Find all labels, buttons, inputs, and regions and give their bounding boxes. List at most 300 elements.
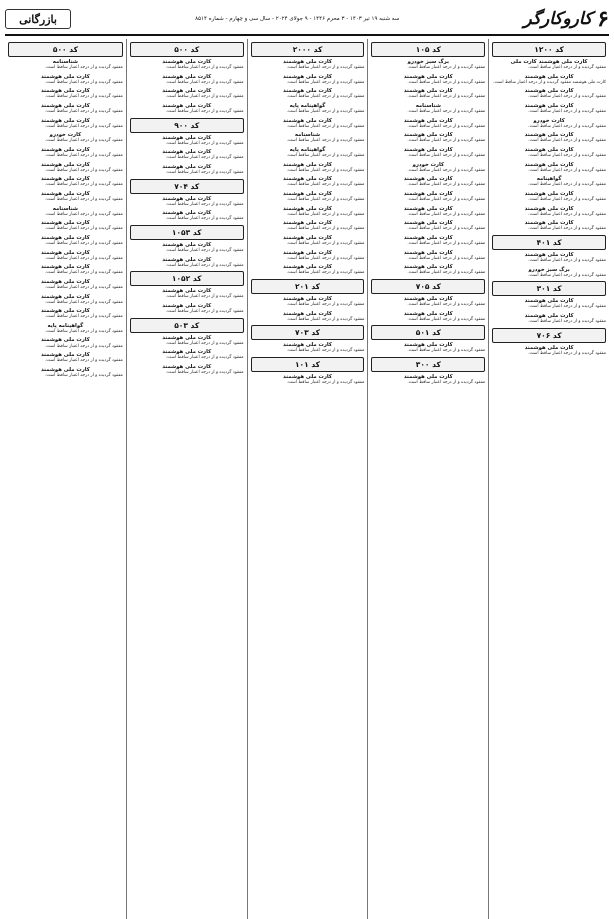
classified-ad <box>251 296 365 308</box>
ad-title: کارت ملی هوشمند <box>162 102 212 109</box>
classified-ad <box>8 308 123 320</box>
ad-body: مفقود گردیده و از درجه اعتبار ساقط است. <box>528 138 606 144</box>
classified-ad <box>8 235 123 247</box>
ad-body: مفقود گردیده و از درجه اعتبار ساقط است. <box>286 79 365 85</box>
ad-title: کارت ملی هوشمند <box>403 146 453 153</box>
ad-body: مفقود گردیده و از درجه اعتبار ساقط است. <box>286 379 365 385</box>
classified-ad <box>492 298 606 310</box>
ad-body: مفقود گردیده و از درجه اعتبار ساقط است. <box>44 314 123 320</box>
ad-title: گواهینامه پایه <box>289 146 326 153</box>
ad-body: مفقود گردیده و از درجه اعتبار ساقط است. <box>407 94 486 100</box>
classified-ad <box>8 294 123 306</box>
ad-body: مفقود گردیده و از درجه اعتبار ساقط است. <box>407 65 486 71</box>
ad-title: کارت خودرو <box>412 161 445 168</box>
ad-body: مفقود گردیده و از درجه اعتبار ساقط است. <box>165 308 244 314</box>
ad-title: کارت ملی هوشمند <box>283 220 332 227</box>
ad-body: مفقود گردیده و از درجه اعتبار ساقط است. <box>44 343 123 349</box>
classified-ad <box>130 303 244 315</box>
ad-title: کارت ملی هوشمند <box>283 117 332 124</box>
ad-body: مفقود گردیده و از درجه اعتبار ساقط است. <box>44 270 123 276</box>
classified-ad <box>130 103 244 115</box>
ad-body: مفقود گردیده و از درجه اعتبار ساقط است. <box>528 257 606 263</box>
ad-body: مفقود گردیده و از درجه اعتبار ساقط است. <box>528 167 606 173</box>
classified-ad <box>8 147 123 159</box>
code-header: کد ۱۲۰۰ <box>492 42 606 57</box>
classified-ad <box>492 313 606 325</box>
ad-title: کارت ملی هوشمند <box>162 134 212 141</box>
classified-ad <box>8 103 123 115</box>
classified-ad <box>130 164 244 176</box>
ad-title: کارت ملی هوشمند <box>524 88 574 95</box>
ad-body: مفقود گردیده و از درجه اعتبار ساقط است. <box>44 328 123 334</box>
ad-body: مفقود گردیده و از درجه اعتبار ساقط است. <box>44 123 123 129</box>
ad-title: کارت ملی هوشمند <box>40 117 90 124</box>
code-header: کد ۴۰۱ <box>492 235 606 250</box>
ad-title: گواهینامه پایه <box>289 102 326 109</box>
classified-ad <box>130 335 244 347</box>
ad-title: کارت ملی هوشمند <box>524 220 574 227</box>
ad-title: کارت ملی هوشمند <box>403 88 453 95</box>
newspaper-logo: بازرگانی <box>5 9 71 29</box>
ad-body: مفقود گردیده و از درجه اعتبار ساقط است. <box>286 167 365 173</box>
classified-ad <box>371 132 485 144</box>
ad-body: مفقود گردیده و از درجه اعتبار ساقط است. <box>407 379 486 385</box>
classified-ad <box>371 147 485 159</box>
ad-body: مفقود گردیده و از درجه اعتبار ساقط است. <box>165 262 244 268</box>
classified-ad <box>8 337 123 349</box>
ad-body: مفقود گردیده و از درجه اعتبار ساقط است. <box>165 369 244 375</box>
classified-ad <box>8 279 123 291</box>
classified-ad <box>251 250 365 262</box>
classified-ad <box>130 210 244 222</box>
ad-title: کارت ملی هوشمند <box>403 264 453 271</box>
classified-ad <box>492 88 606 100</box>
classified-ad <box>251 374 365 386</box>
ad-title: کارت ملی هوشمند <box>162 59 212 65</box>
ad-body: مفقود گردیده و از درجه اعتبار ساقط است. <box>407 348 486 354</box>
ad-body: مفقود گردیده و از درجه اعتبار ساقط است. <box>286 240 365 246</box>
ad-body: مفقود گردیده و از درجه اعتبار ساقط است. <box>528 304 606 310</box>
ad-body: مفقود گردیده و از درجه اعتبار ساقط است. <box>44 153 123 159</box>
ad-body: مفقود گردیده و از درجه اعتبار ساقط است. <box>407 240 486 246</box>
ad-title: کارت ملی هوشمند <box>403 234 453 241</box>
ad-body: مفقود گردیده و از درجه اعتبار ساقط است. <box>286 255 365 261</box>
classified-column <box>5 39 126 919</box>
classified-ad <box>8 118 123 130</box>
classified-ad <box>492 132 606 144</box>
ad-title: کارت ملی هوشمند <box>403 220 453 227</box>
classified-ad <box>371 59 485 71</box>
ad-title: کارت ملی هوشمند <box>403 117 453 124</box>
ad-title: کارت ملی هوشمند <box>403 190 453 197</box>
ad-title: کارت ملی هوشمند <box>403 205 453 212</box>
ad-title: کارت ملی هوشمند <box>524 344 574 351</box>
ad-body: مفقود گردیده و از درجه اعتبار ساقط است. <box>407 167 486 173</box>
classified-ad <box>251 103 365 115</box>
ad-body: مفقود گردیده و از درجه اعتبار ساقط است. <box>286 109 365 115</box>
classified-ad <box>492 147 606 159</box>
code-header: کد ۱۰۵۲ <box>130 271 244 286</box>
classified-ad <box>371 191 485 203</box>
ad-body: مفقود گردیده و از درجه اعتبار ساقط است. <box>407 211 486 217</box>
ad-body: مفقود گردیده و از درجه اعتبار ساقط است. <box>528 211 606 217</box>
section-title: کاروکارگر <box>523 9 593 29</box>
ad-body: مفقود گردیده و از درجه اعتبار ساقط است. <box>407 109 486 115</box>
ad-title: کارت ملی هوشمند <box>283 249 332 256</box>
ad-title: کارت ملی هوشمند <box>524 102 574 109</box>
classified-ad <box>371 264 485 276</box>
ad-title: کارت ملی هوشمند <box>524 132 574 139</box>
ad-body: مفقود گردیده و از درجه اعتبار ساقط است. <box>286 182 365 188</box>
classified-ad <box>371 374 485 386</box>
classified-ad <box>371 311 485 323</box>
issue-line: سه شنبه ۱۹ تیر ۱۴۰۳ - ۳ محرم ۱۴۴۶ - ۹ جولای ۲۰۲۴ - سال سی و چهارم - شماره ۸۵۱۴ <box>195 16 400 22</box>
code-header: کد ۵۰۰ <box>8 42 123 57</box>
ad-title: کارت ملی هوشمند <box>524 298 574 305</box>
ad-title: کارت ملی هوشمند <box>283 310 332 317</box>
ad-body: مفقود گردیده و از درجه اعتبار ساقط است. <box>286 211 365 217</box>
ad-title: کارت ملی هوشمند <box>524 161 574 168</box>
ad-title: کارت ملی هوشمند <box>283 295 332 302</box>
ad-body: مفقود گردیده و از درجه اعتبار ساقط است. <box>44 167 123 173</box>
ad-title: کارت ملی هوشمند <box>40 220 90 227</box>
ad-body: مفقود گردیده و از درجه اعتبار ساقط است. <box>286 301 365 307</box>
page-header <box>5 4 609 36</box>
classified-columns <box>5 39 609 919</box>
classified-ad <box>371 118 485 130</box>
ad-title: کارت ملی هوشمند <box>283 373 332 380</box>
ad-body: مفقود گردیده و از درجه اعتبار ساقط است. <box>407 196 486 202</box>
code-header: کد ۲۰۱ <box>251 279 365 294</box>
ad-title: کارت ملی هوشمند <box>40 88 90 95</box>
ad-title: کارت ملی هوشمند <box>40 264 90 271</box>
ad-body: مفقود گردیده و از درجه اعتبار ساقط است. <box>44 79 123 85</box>
ad-body: مفقود گردیده و از درجه اعتبار ساقط است. <box>407 255 486 261</box>
classified-ad <box>492 206 606 218</box>
classified-ad <box>251 311 365 323</box>
classified-ad <box>130 196 244 208</box>
ad-body: مفقود گردیده و از درجه اعتبار ساقط است. <box>407 316 486 322</box>
ad-title: کارت ملی هوشمند <box>40 308 90 315</box>
ad-body: مفقود گردیده و از درجه اعتبار ساقط است. <box>528 94 606 100</box>
classified-ad <box>130 149 244 161</box>
ad-body: مفقود گردیده و از درجه اعتبار ساقط است. <box>286 348 365 354</box>
classified-ad <box>8 162 123 174</box>
ad-title: کارت ملی هوشمند <box>162 302 212 309</box>
classified-ad <box>492 220 606 232</box>
ad-body: مفقود گردیده و از درجه اعتبار ساقط است. <box>407 123 486 129</box>
ad-body: مفقود گردیده و از درجه اعتبار ساقط است. <box>407 153 486 159</box>
ad-title: کارت ملی هوشمند <box>40 278 90 285</box>
classified-ad <box>251 162 365 174</box>
ad-title: کارت ملی هوشمند کارت ملی <box>510 59 588 65</box>
ad-title: کارت ملی هوشمند <box>524 251 574 258</box>
code-header: کد ۱۰۱ <box>251 357 365 372</box>
classified-ad <box>130 349 244 361</box>
code-header: کد ۱۰۵۳ <box>130 225 244 240</box>
classified-ad <box>251 59 365 71</box>
classified-ad <box>8 176 123 188</box>
ad-title: کارت ملی هوشمند <box>162 363 212 370</box>
ad-body: مفقود گردیده و از درجه اعتبار ساقط است. <box>528 153 606 159</box>
ad-body: مفقود گردیده و از درجه اعتبار ساقط است. <box>165 109 244 115</box>
ad-title: کارت ملی هوشمند <box>162 210 212 217</box>
ad-body: مفقود گردیده و از درجه اعتبار ساقط است. <box>44 138 123 144</box>
ad-body: مفقود گردیده و از درجه اعتبار ساقط است. <box>44 211 123 217</box>
classified-ad <box>371 206 485 218</box>
ad-body: مفقود گردیده و از درجه اعتبار ساقط است. <box>528 272 606 278</box>
ad-body: مفقود گردیده و از درجه اعتبار ساقط است. <box>165 247 244 253</box>
ad-title: کارت ملی هوشمند <box>403 373 453 380</box>
classified-ad <box>251 118 365 130</box>
classified-ad <box>492 191 606 203</box>
ad-title: کارت ملی هوشمند <box>40 337 90 344</box>
ad-body: مفقود گردیده و از درجه اعتبار ساقط است. <box>165 94 244 100</box>
classified-ad <box>371 88 485 100</box>
classified-ad <box>251 220 365 232</box>
ad-title: کارت ملی هوشمند <box>403 310 453 317</box>
classified-ad <box>492 118 606 130</box>
ad-body: مفقود گردیده و از درجه اعتبار ساقط است. <box>286 94 365 100</box>
ad-body: مفقود گردیده و از درجه اعتبار ساقط است. <box>528 182 606 188</box>
code-header: کد ۳۰۰ <box>371 357 485 372</box>
classified-ad <box>8 74 123 86</box>
classified-ad <box>492 252 606 264</box>
ad-title: کارت ملی هوشمند <box>40 102 90 109</box>
classified-ad <box>130 364 244 376</box>
ad-title: گواهینامه پایه <box>47 322 84 329</box>
classified-ad <box>8 132 123 144</box>
ad-title: کارت ملی هوشمند <box>524 312 574 319</box>
ad-body: مفقود گردیده و از درجه اعتبار ساقط است. <box>286 138 365 144</box>
ad-body: مفقود گردیده و از درجه اعتبار ساقط است. <box>528 226 606 232</box>
classified-ad <box>8 352 123 364</box>
classified-ad <box>8 59 123 71</box>
ad-body: مفقود گردیده و از درجه اعتبار ساقط است. <box>407 270 486 276</box>
classified-ad <box>8 323 123 335</box>
ad-body: مفقود گردیده و از درجه اعتبار ساقط است. <box>407 138 486 144</box>
ad-title: شناسنامه <box>52 205 79 212</box>
ad-title: کارت ملی هوشمند <box>162 241 212 248</box>
ad-body: کارت ملی هوشمند مفقود گردیده و از درجه اعتبار ساقط است. <box>493 79 606 85</box>
ad-body: مفقود گردیده و از درجه اعتبار ساقط است. <box>44 284 123 290</box>
classified-ad <box>130 242 244 254</box>
code-header: کد ۱۰۵ <box>371 42 485 57</box>
ad-title: کارت ملی هوشمند <box>403 295 453 302</box>
code-header: کد ۷۰۵ <box>371 279 485 294</box>
code-header: کد ۷۰۴ <box>130 179 244 194</box>
ad-title: کارت ملی هوشمند <box>162 334 212 341</box>
classified-ad <box>371 220 485 232</box>
ad-title: برگ سبز خودرو <box>407 59 449 65</box>
classified-ad <box>251 132 365 144</box>
ad-title: کارت ملی هوشمند <box>283 59 332 65</box>
ad-title: کارت ملی هوشمند <box>283 176 332 183</box>
ad-title: گواهینامه <box>536 176 562 183</box>
classified-ad <box>251 176 365 188</box>
classified-ad <box>251 147 365 159</box>
classified-ad <box>492 162 606 174</box>
classified-ad <box>371 296 485 308</box>
code-header: کد ۷۰۳ <box>251 325 365 340</box>
ad-body: مفقود گردیده و از درجه اعتبار ساقط است. <box>286 226 365 232</box>
classified-ad <box>130 288 244 300</box>
classified-ad <box>251 74 365 86</box>
ad-body: مفقود گردیده و از درجه اعتبار ساقط است. <box>44 65 123 71</box>
ad-body: مفقود گردیده و از درجه اعتبار ساقط است. <box>44 372 123 378</box>
classified-ad <box>371 176 485 188</box>
ad-title: کارت ملی هوشمند <box>283 205 332 212</box>
classified-ad <box>8 88 123 100</box>
ad-body: مفقود گردیده و از درجه اعتبار ساقط است. <box>165 140 244 146</box>
ad-title: کارت ملی هوشمند <box>283 342 332 349</box>
ad-title: کارت ملی هوشمند <box>403 176 453 183</box>
ad-body: مفقود گردیده و از درجه اعتبار ساقط است. <box>165 65 244 71</box>
ad-body: مفقود گردیده و از درجه اعتبار ساقط است. <box>286 270 365 276</box>
ad-title: کارت ملی هوشمند <box>403 249 453 256</box>
code-header: کد ۵۰۰ <box>130 42 244 57</box>
header-title-group <box>524 8 609 30</box>
ad-title: کارت ملی هوشمند <box>283 264 332 271</box>
ad-title: کارت ملی هوشمند <box>283 73 332 80</box>
ad-body: مفقود گردیده و از درجه اعتبار ساقط است. <box>407 79 486 85</box>
ad-title: کارت ملی هوشمند <box>403 132 453 139</box>
classified-ad <box>251 342 365 354</box>
ad-title: کارت ملی هوشمند <box>40 293 90 300</box>
classified-ad <box>130 88 244 100</box>
ad-body: مفقود گردیده و از درجه اعتبار ساقط است. <box>165 294 244 300</box>
ad-body: مفقود گردیده و از درجه اعتبار ساقط است. <box>407 182 486 188</box>
ad-title: کارت ملی هوشمند <box>403 73 453 80</box>
ad-body: مفقود گردیده و از درجه اعتبار ساقط است. <box>528 318 606 324</box>
ad-title: کارت ملی هوشمند <box>40 366 90 373</box>
ad-title: کارت ملی هوشمند <box>162 149 212 156</box>
ad-body: مفقود گردیده و از درجه اعتبار ساقط است. <box>528 196 606 202</box>
ad-title: کارت ملی هوشمند <box>162 256 212 263</box>
ad-title: کارت ملی هوشمند <box>40 146 90 153</box>
ad-title: کارت ملی هوشمند <box>40 234 90 241</box>
ad-title: برگ سبز خودرو <box>528 266 570 273</box>
ad-title: کارت ملی هوشمند <box>524 73 574 80</box>
ad-body: مفقود گردیده و از درجه اعتبار ساقط است. <box>528 65 606 71</box>
classified-ad <box>8 367 123 379</box>
classified-ad <box>492 267 606 279</box>
code-header: کد ۹۰۰ <box>130 118 244 133</box>
classified-ad <box>492 103 606 115</box>
classified-ad <box>251 264 365 276</box>
ad-title: شناسنامه <box>294 132 321 139</box>
classified-ad <box>251 191 365 203</box>
ad-body: مفقود گردیده و از درجه اعتبار ساقط است. <box>44 196 123 202</box>
classified-ad <box>8 206 123 218</box>
classified-column <box>367 39 488 919</box>
ad-title: کارت ملی هوشمند <box>524 146 574 153</box>
classified-ad <box>492 59 606 71</box>
ad-body: مفقود گردیده و از درجه اعتبار ساقط است. <box>44 240 123 246</box>
ad-title: کارت ملی هوشمند <box>40 161 90 168</box>
ad-body: مفقود گردیده و از درجه اعتبار ساقط است. <box>165 170 244 176</box>
classified-column <box>488 39 609 919</box>
classified-ad <box>371 103 485 115</box>
ad-title: کارت ملی هوشمند <box>162 288 212 295</box>
ad-title: کارت ملی هوشمند <box>40 73 90 80</box>
classified-ad <box>371 235 485 247</box>
classified-ad <box>130 59 244 71</box>
classified-ad <box>251 206 365 218</box>
ad-body: مفقود گردیده و از درجه اعتبار ساقط است. <box>528 350 606 356</box>
ad-body: مفقود گردیده و از درجه اعتبار ساقط است. <box>44 299 123 305</box>
code-header: کد ۵۰۳ <box>130 318 244 333</box>
classified-ad <box>130 135 244 147</box>
classified-ad <box>492 74 606 86</box>
classified-ad <box>492 345 606 357</box>
ad-body: مفقود گردیده و از درجه اعتبار ساقط است. <box>165 155 244 161</box>
ad-body: مفقود گردیده و از درجه اعتبار ساقط است. <box>44 182 123 188</box>
classified-ad <box>251 88 365 100</box>
ad-title: کارت خودرو <box>49 132 82 139</box>
ad-body: مفقود گردیده و از درجه اعتبار ساقط است. <box>165 216 244 222</box>
ad-title: کارت ملی هوشمند <box>162 349 212 356</box>
ad-title: کارت ملی هوشمند <box>283 190 332 197</box>
ad-title: کارت ملی هوشمند <box>162 163 212 170</box>
ad-body: مفقود گردیده و از درجه اعتبار ساقط است. <box>165 201 244 207</box>
classified-column <box>126 39 247 919</box>
ad-title: کارت ملی هوشمند <box>283 234 332 241</box>
ad-body: مفقود گردیده و از درجه اعتبار ساقط است. <box>165 355 244 361</box>
ad-title: کارت ملی هوشمند <box>40 176 90 183</box>
classified-ad <box>8 264 123 276</box>
classified-ad <box>371 162 485 174</box>
classified-ad <box>371 250 485 262</box>
ad-title: کارت ملی هوشمند <box>283 161 332 168</box>
ad-title: کارت ملی هوشمند <box>40 352 90 359</box>
ad-title: کارت ملی هوشمند <box>162 195 212 202</box>
ad-title: کارت ملی هوشمند <box>162 73 212 80</box>
classified-ad <box>251 235 365 247</box>
ad-body: مفقود گردیده و از درجه اعتبار ساقط است. <box>407 301 486 307</box>
ad-body: مفقود گردیده و از درجه اعتبار ساقط است. <box>44 226 123 232</box>
code-header: کد ۵۰۱ <box>371 325 485 340</box>
classified-ad <box>130 257 244 269</box>
ad-body: مفقود گردیده و از درجه اعتبار ساقط است. <box>44 109 123 115</box>
ad-title: کارت ملی هوشمند <box>40 190 90 197</box>
ad-body: مفقود گردیده و از درجه اعتبار ساقط است. <box>44 358 123 364</box>
ad-body: مفقود گردیده و از درجه اعتبار ساقط است. <box>286 123 365 129</box>
ad-title: کارت ملی هوشمند <box>524 205 574 212</box>
ad-body: مفقود گردیده و از درجه اعتبار ساقط است. <box>407 226 486 232</box>
code-header: کد ۲۰۰۰ <box>251 42 365 57</box>
classified-ad <box>371 342 485 354</box>
ad-title: کارت خودرو <box>533 117 565 124</box>
ad-title: کارت ملی هوشمند <box>162 88 212 95</box>
classified-ad <box>8 220 123 232</box>
classified-column <box>247 39 368 919</box>
ad-body: مفقود گردیده و از درجه اعتبار ساقط است. <box>528 109 606 115</box>
classified-ad <box>371 74 485 86</box>
classified-ad <box>8 250 123 262</box>
ad-body: مفقود گردیده و از درجه اعتبار ساقط است. <box>44 255 123 261</box>
ad-title: کارت ملی هوشمند <box>403 342 453 349</box>
classified-ad <box>130 74 244 86</box>
ad-body: مفقود گردیده و از درجه اعتبار ساقط است. <box>286 196 365 202</box>
ad-body: مفقود گردیده و از درجه اعتبار ساقط است. <box>528 123 606 129</box>
ad-title: شناسنامه <box>415 102 441 109</box>
code-header: کد ۳۰۱ <box>492 281 606 296</box>
classified-ad <box>8 191 123 203</box>
ad-title: کارت ملی هوشمند <box>283 88 332 95</box>
ad-title: کارت ملی هوشمند <box>524 190 574 197</box>
ad-body: مفقود گردیده و از درجه اعتبار ساقط است. <box>286 153 365 159</box>
